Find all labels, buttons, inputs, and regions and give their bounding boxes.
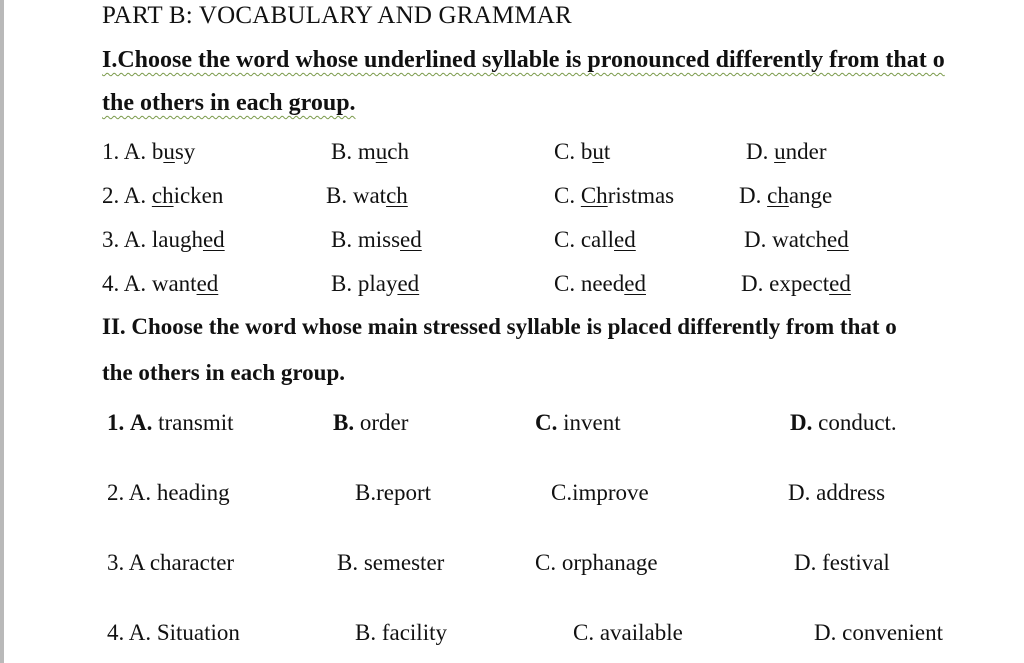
s1-q1-option-a: 1. A. busy bbox=[102, 139, 196, 164]
s1-q3-option-c: C. called bbox=[554, 227, 636, 252]
page-left-edge bbox=[0, 0, 4, 663]
section1-instruction-line1: I.Choose the word whose underlined syllable is pronounced differently from that o bbox=[102, 47, 945, 73]
s1-q4-option-a: 4. A. wanted bbox=[102, 271, 219, 296]
section2-instruction-line1: II. Choose the word whose main stressed syllable is placed differently from that o bbox=[102, 314, 897, 339]
s1-q2-option-a: 2. A. chicken bbox=[102, 183, 224, 208]
s2-q2-option-a: 2. A. heading bbox=[107, 480, 230, 505]
s1-q4-option-c: C. needed bbox=[554, 271, 646, 296]
s2-q2-option-b: B.report bbox=[355, 480, 432, 505]
s1-q2-option-d: D. change bbox=[739, 183, 833, 208]
s1-q3-option-d: D. watched bbox=[744, 227, 849, 252]
s2-q3-option-a: 3. A character bbox=[107, 550, 235, 575]
s2-q4-option-c: C. available bbox=[573, 620, 683, 645]
s1-q4-option-d: D. expected bbox=[741, 271, 851, 296]
section1-instruction-line2: the others in each group. bbox=[102, 90, 356, 116]
s2-q4-option-a: 4. A. Situation bbox=[107, 620, 240, 645]
s2-q4-option-b: B. facility bbox=[355, 620, 447, 645]
s1-q3-option-a: 3. A. laughed bbox=[102, 227, 225, 252]
s2-q4-option-d: D. convenient bbox=[814, 620, 944, 645]
s1-q1-option-b: B. much bbox=[331, 139, 409, 164]
s2-q1-option-a: 1. A. transmit bbox=[107, 410, 234, 435]
s2-q2-option-d: D. address bbox=[788, 480, 886, 505]
s1-q1-option-c: C. but bbox=[554, 139, 611, 164]
s1-q2-option-c: C. Christmas bbox=[554, 183, 675, 208]
section2-instruction-line2: the others in each group. bbox=[102, 360, 345, 385]
s2-q1-option-b: B. order bbox=[333, 410, 409, 435]
s1-q1-option-d: D. under bbox=[746, 139, 827, 164]
s2-q3-option-c: C. orphanage bbox=[535, 550, 658, 575]
s2-q1-option-d: D. conduct. bbox=[790, 410, 897, 435]
s2-q2-option-c: C.improve bbox=[551, 480, 649, 505]
s1-q2-option-b: B. watch bbox=[326, 183, 408, 208]
s2-q3-option-b: B. semester bbox=[337, 550, 445, 575]
part-title: PART B: VOCABULARY AND GRAMMAR bbox=[102, 2, 572, 29]
s2-q3-option-d: D. festival bbox=[794, 550, 890, 575]
s1-q4-option-b: B. played bbox=[331, 271, 420, 296]
s1-q3-option-b: B. missed bbox=[331, 227, 422, 252]
s2-q1-option-c: C. invent bbox=[535, 410, 621, 435]
